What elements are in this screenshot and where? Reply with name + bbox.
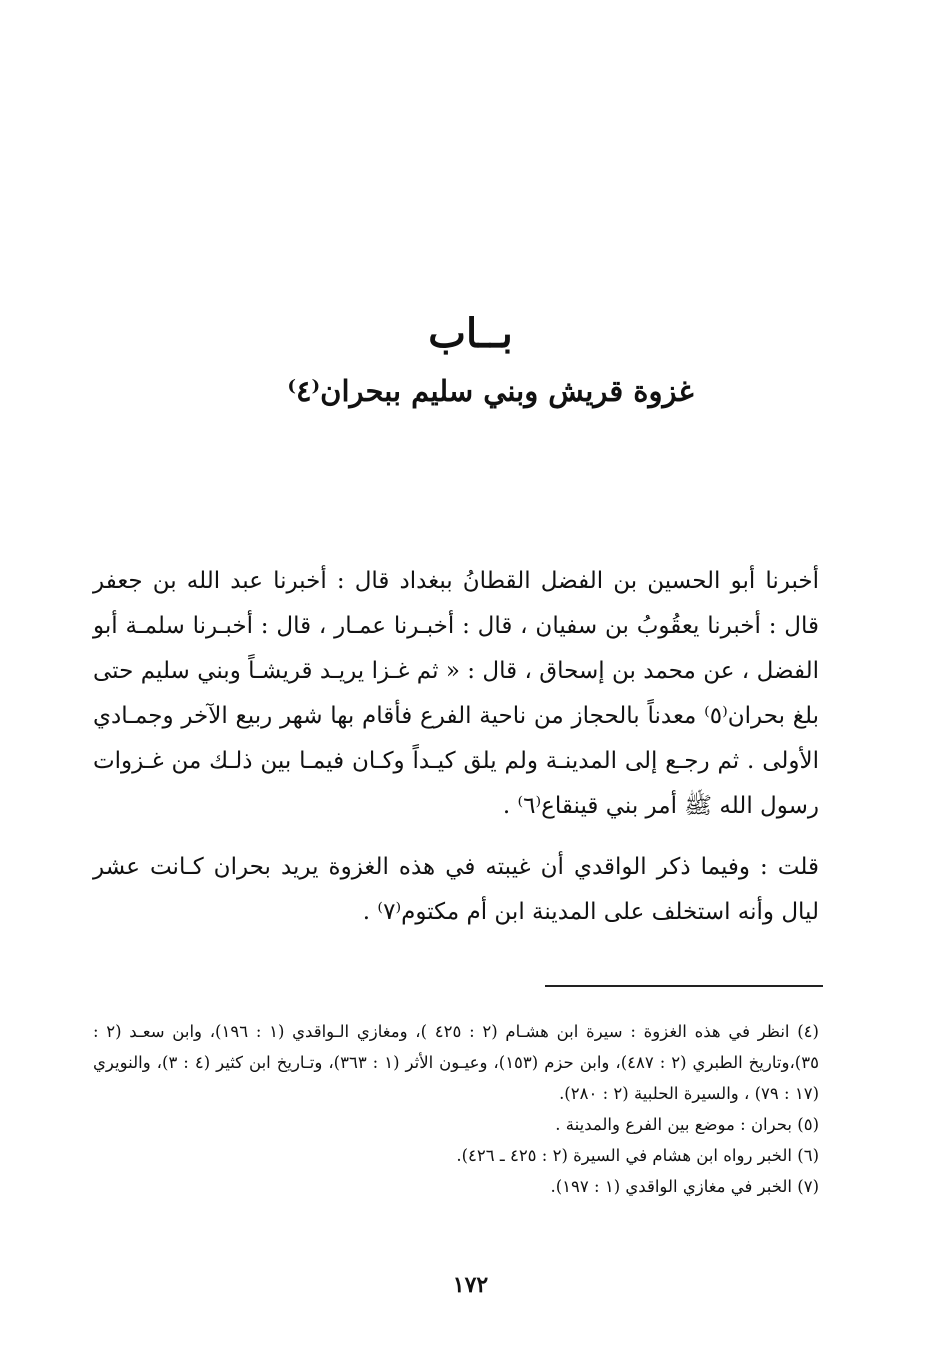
body-paragraph-1: أخبرنا أبو الحسين بن الفضل القطانُ ببغداد قال : أخبرنا عبد الله بن جعفر قال : أخبرنا يعقُوبُ بن سفيان ، قال : أخبـرنا عمـار ، قال : أخبـرنا سلمـة أبو الفضل ، عن محمد بن إسحاق ، قال : « ثم غـزا يريـد قريشـاً وبني سليم حتى بلغ بحران⁽٥⁾ معدناً بالحجاز من ناحية الفرع فأقام بها شهر ربيع الآخر وجمـادي الأولى . ثم رجـع إلى المدينـة ولم يلق كيـداً وكـان فيمـا بين ذلـك من غـزوات رسول الله ﷺ أمر بني قينقاع⁽٦⁾ . [93, 568, 820, 819]
body-paragraph-2: قلت : وفيما ذكر الواقدي أن غيبته في هذه الغزوة يريد بحران كـانت عشر ليال وأنه استخلف على المدينة ابن أم مكتوم⁽٧⁾ . [93, 854, 819, 925]
footnote-separator [545, 985, 823, 987]
footnote-4: (٤) انظر في هذه الغزوة : سيرة ابن هشـام (٢ : ٤٢٥ )، ومغازي الـواقدي (١ : ١٩٦)، وابن سعـد (٢ : ٣٥)،وتاريخ الطبري (٢ : ٤٨٧)، وابن حزم (١٥٣)، وعيـون الأثر (١ : ٣٦٣)، وتـاريخ ابن كثير (٤ : ٣)، والنويري (١٧ : ٧٩) ، والسيرة الحلبية (٢ : ٢٨٠). [93, 1022, 819, 1103]
chapter-title: غزوة قريش وبني سليم ببحران⁽٤⁾ [287, 374, 694, 408]
footnote-5: (٥) بحران : موضع بين الفرع والمدينة . [555, 1115, 819, 1134]
footnote-6: (٦) الخبر رواه ابن هشام في السيرة (٢ : ٤٢٥ ـ ٤٢٦). [456, 1146, 819, 1165]
chapter-label: بــاب [428, 310, 513, 357]
footnote-7: (٧) الخبر في مغازي الواقدي (١ : ١٩٧). [550, 1177, 819, 1196]
footnotes [93, 1016, 819, 1202]
page-number: ١٧٢ [452, 1272, 489, 1298]
